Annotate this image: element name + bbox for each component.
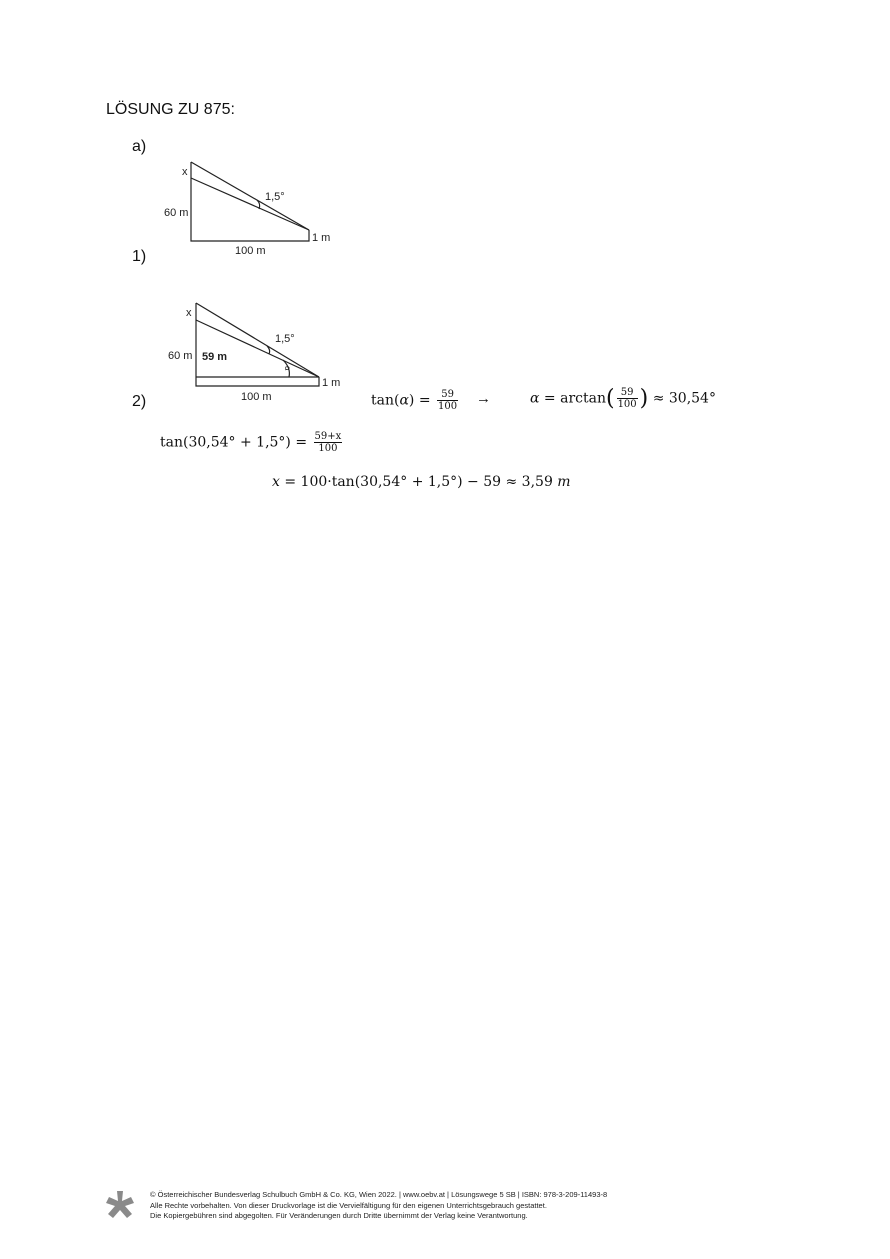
- figure-2-triangle: [165, 297, 350, 407]
- figure-2-sight-line-bottom: [196, 320, 319, 377]
- equation-arctan: α = arctan( $\frac{59}{100}$ ) ≈ 30,54°: [530, 386, 716, 411]
- eq3-numerator: 59+x: [314, 431, 342, 442]
- eq2-mid: = arctan: [539, 390, 606, 407]
- eq2-fraction: [617, 387, 638, 410]
- page-title: LÖSUNG ZU 875:: [106, 101, 235, 118]
- eq4-unit: m: [557, 474, 571, 490]
- publisher-logo-icon: [104, 1189, 136, 1221]
- equation-tan-alpha: [371, 389, 460, 412]
- eq1-lhs: tan(: [371, 392, 400, 409]
- figure-2-label-x: x: [186, 307, 192, 319]
- figure-1-label-x: x: [182, 166, 188, 178]
- item-1-label: 1): [132, 248, 147, 265]
- figure-1-label-height: 60 m: [164, 207, 189, 219]
- eq2-denominator: 100: [617, 399, 637, 410]
- figure-2-label-height: 60 m: [168, 350, 193, 362]
- figure-1-sight-line-bottom: [191, 178, 309, 230]
- eq1-numerator: 59: [437, 389, 458, 401]
- eq2-alpha: α: [530, 390, 540, 407]
- eq1-lhs-close: ) =: [408, 392, 431, 409]
- eq1-denominator: 100: [438, 401, 458, 412]
- item-2-label: 2): [132, 393, 147, 410]
- figure-2-outline: [196, 303, 319, 386]
- figure-2-label-angle: 1,5°: [275, 333, 295, 345]
- eq3-denominator: 100: [318, 443, 338, 454]
- eq4-x: x: [272, 474, 280, 490]
- figure-1-triangle: [160, 155, 340, 260]
- eq3-fraction: [314, 431, 343, 454]
- eq2-numerator: 59: [617, 387, 638, 399]
- equation-tan-sum: [160, 431, 344, 454]
- figure-2-label-offset: 1 m: [322, 377, 341, 389]
- figure-1-label-offset: 1 m: [312, 232, 331, 244]
- figure-2-sight-line-top: [196, 303, 319, 377]
- footer-line-2: Alle Rechte vorbehalten. Von dieser Druckvorlage ist die Vervielfältigung für den eigenen Unterrichtsgebrauch gestattet.: [150, 1200, 547, 1210]
- figure-1-outline: [191, 162, 309, 241]
- equation-result: [272, 474, 571, 490]
- figure-1-sight-line-top: [191, 162, 309, 230]
- footer-copyright: [150, 1190, 607, 1222]
- figure-1-label-angle: 1,5°: [265, 191, 285, 203]
- arrow-icon: →: [476, 390, 491, 407]
- eq1-alpha: α: [399, 392, 409, 409]
- figure-1-label-base: 100 m: [235, 245, 266, 257]
- footer-line-1: © Österreichischer Bundesverlag Schulbuch GmbH & Co. KG, Wien 2022. | www.oebv.at | Lösungswege 5 SB | ISBN: 978-3-209-11493-8: [150, 1190, 608, 1199]
- figure-2-label-inner: 59 m: [202, 351, 228, 363]
- eq2-rhs: ≈ 30,54°: [652, 390, 716, 407]
- footer-line-3: Die Kopiergebühren sind abgegolten. Für Veränderungen durch Dritte übernimmt der Verlag keine Verantwortung.: [150, 1211, 528, 1220]
- figure-2-label-alpha: α: [283, 366, 292, 371]
- eq4-mid: = 100·tan(30,54° + 1,5°) − 59 ≈ 3,59: [279, 474, 558, 490]
- figure-2-label-base: 100 m: [241, 391, 272, 403]
- part-a-label: a): [132, 138, 147, 155]
- eq1-fraction: [437, 389, 458, 412]
- eq3-lhs: tan(30,54° + 1,5°) =: [160, 434, 308, 451]
